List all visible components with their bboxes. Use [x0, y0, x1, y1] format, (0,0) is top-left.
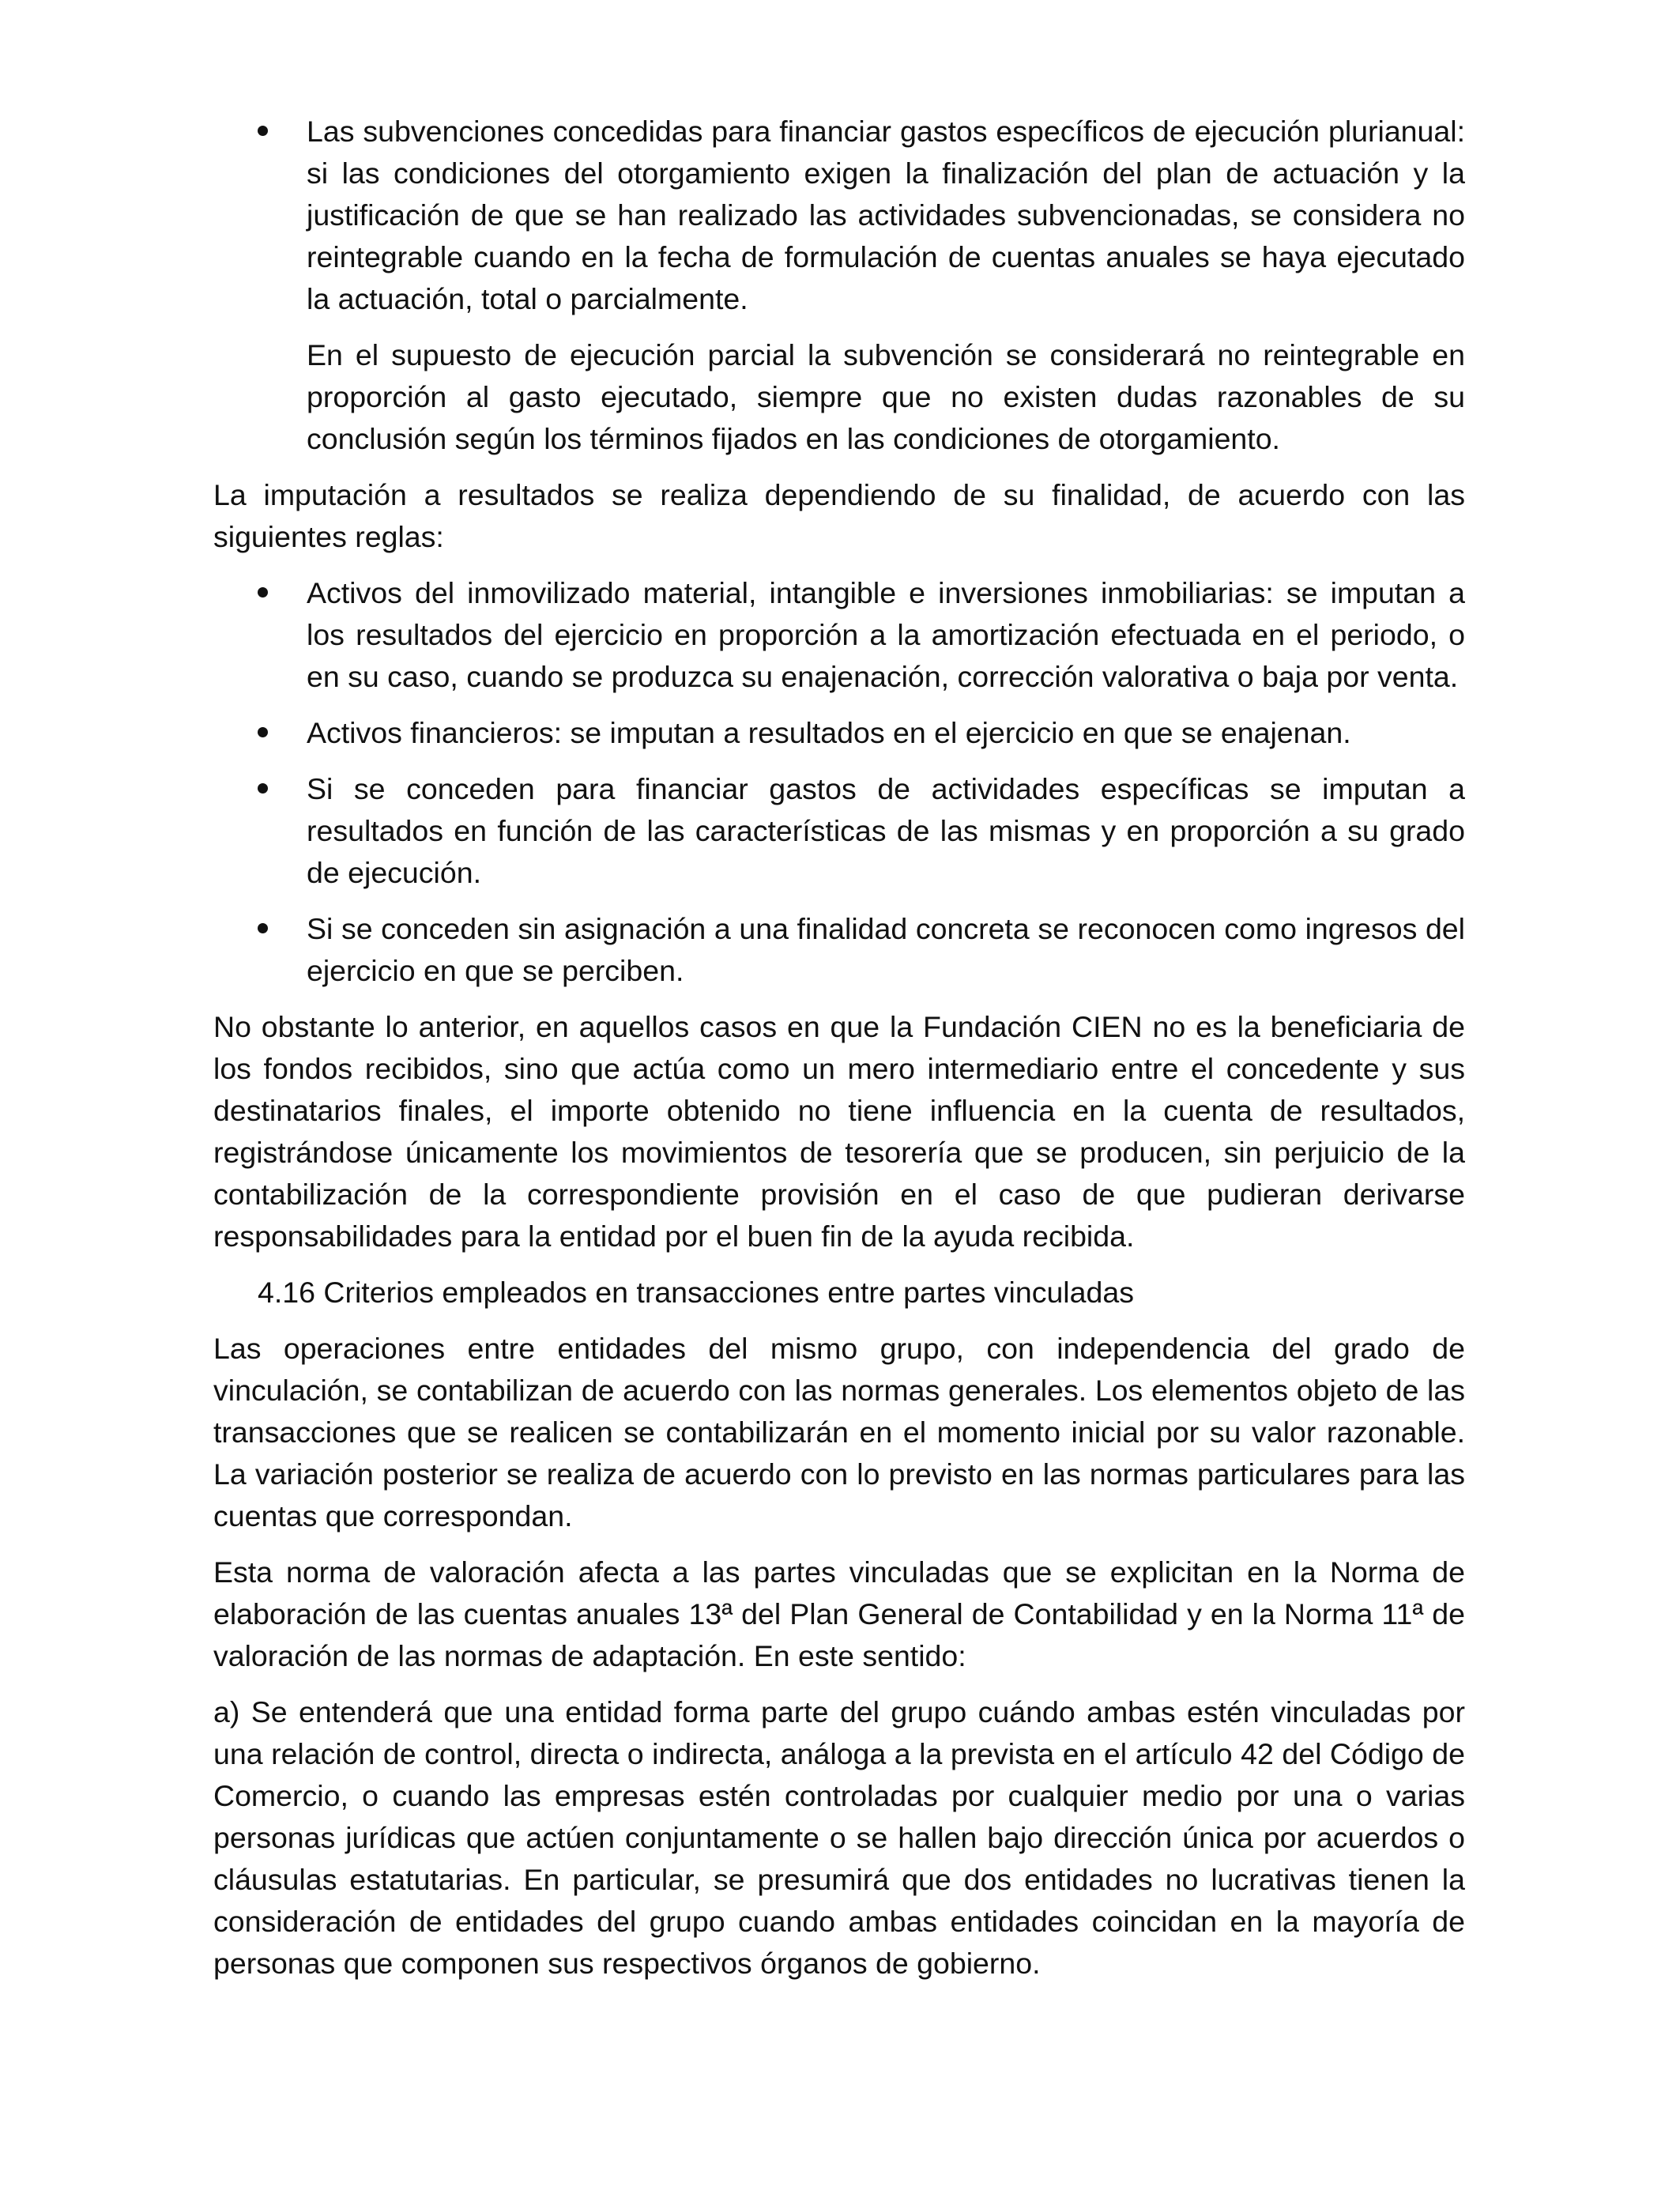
imputacion-list — [213, 572, 1465, 992]
bullet-icon — [258, 587, 268, 598]
bullet-icon — [258, 923, 268, 933]
bullet-icon — [258, 126, 268, 136]
operaciones-paragraph: Las operaciones entre entidades del mismo grupo, con independencia del grado de vinculación, se contabilizan de acuerdo con las normas generales. Los elementos objeto de las transacciones que se realicen se contabilizarán en el momento inicial por su valor razonable. La variación posterior se realiza de acuerdo con lo previsto en las normas particulares para las cuentas que correspondan. — [213, 1332, 1465, 1532]
document-page — [213, 111, 1465, 1999]
no-obstante-paragraph: No obstante lo anterior, en aquellos casos en que la Fundación CIEN no es la beneficiaria de los fondos recibidos, sino que actúa como un mero intermediario entre el concedente y sus destinatarios finales, el importe obtenido no tiene influencia en la cuenta de resultados, registrándose únicamente los movimientos de tesorería que se producen, sin perjuicio de la contabilización de la correspondiente provisión en el caso de que pudieran derivarse responsabilidades para la entidad por el buen fin de la ayuda recibida. — [213, 1010, 1465, 1253]
list-item-continuation: En el supuesto de ejecución parcial la subvención se considerará no reintegrable en proporción al gasto ejecutado, siempre que no existen dudas razonables de su conclusión según los términos fijados en las condiciones de otorgamiento. — [307, 338, 1465, 455]
list-item-text: Si se conceden sin asignación a una finalidad concreta se reconocen como ingresos del ejercicio en que se perciben. — [307, 912, 1465, 987]
list-item — [213, 768, 1465, 894]
list-item-text: Activos financieros: se imputan a resultados en el ejercicio en que se enajenan. — [307, 716, 1351, 749]
list-item — [213, 712, 1465, 754]
list-item — [213, 111, 1465, 320]
list-item-text: Activos del inmovilizado material, intangible e inversiones inmobiliarias: se imputan a los resultados del ejercicio en proporción a la amortización efectuada en el periodo, o en su caso, cuando se produzca su enajenación, corrección valorativa o baja por venta. — [307, 576, 1465, 693]
list-item — [213, 572, 1465, 698]
punto-a-paragraph: a) Se entenderá que una entidad forma parte del grupo cuándo ambas estén vinculadas por una relación de control, directa o indirecta, análoga a la prevista en el artículo 42 del Código de Comercio, o cuando las empresas estén controladas por cualquier medio por una o varias personas jurídicas que actúen conjuntamente o se hallen bajo dirección única por acuerdos o cláusulas estatutarias. En particular, se presumirá que dos entidades no lucrativas tienen la consideración de entidades del grupo cuando ambas entidades coincidan en la mayoría de personas que componen sus respectivos órganos de gobierno. — [213, 1695, 1465, 1980]
imputacion-intro-paragraph: La imputación a resultados se realiza dependiendo de su finalidad, de acuerdo con las siguientes reglas: — [213, 478, 1465, 553]
bullet-icon — [258, 727, 268, 737]
list-item-text: Si se conceden para financiar gastos de actividades específicas se imputan a resultados en función de las características de las mismas y en proporción a su grado de ejecución. — [307, 772, 1465, 889]
bullet-icon — [258, 783, 268, 794]
subvenciones-list — [213, 111, 1465, 320]
esta-norma-paragraph: Esta norma de valoración afecta a las partes vinculadas que se explicitan en la Norma de elaboración de las cuentas anuales 13ª del Plan General de Contabilidad y en la Norma 11ª de valoración de las normas de adaptación. En este sentido: — [213, 1555, 1465, 1672]
section-heading: 4.16 Criterios empleados en transacciones entre partes vinculadas — [258, 1276, 1134, 1309]
list-item — [213, 908, 1465, 992]
list-item-text: Las subvenciones concedidas para financiar gastos específicos de ejecución plurianual: si las condiciones del otorgamiento exigen la finalización del plan de actuación y la justificación de que se han realizado las actividades subvencionadas, se considera no reintegrable cuando en la fecha de formulación de cuentas anuales se haya ejecutado la actuación, total o parcialmente. — [307, 115, 1465, 315]
